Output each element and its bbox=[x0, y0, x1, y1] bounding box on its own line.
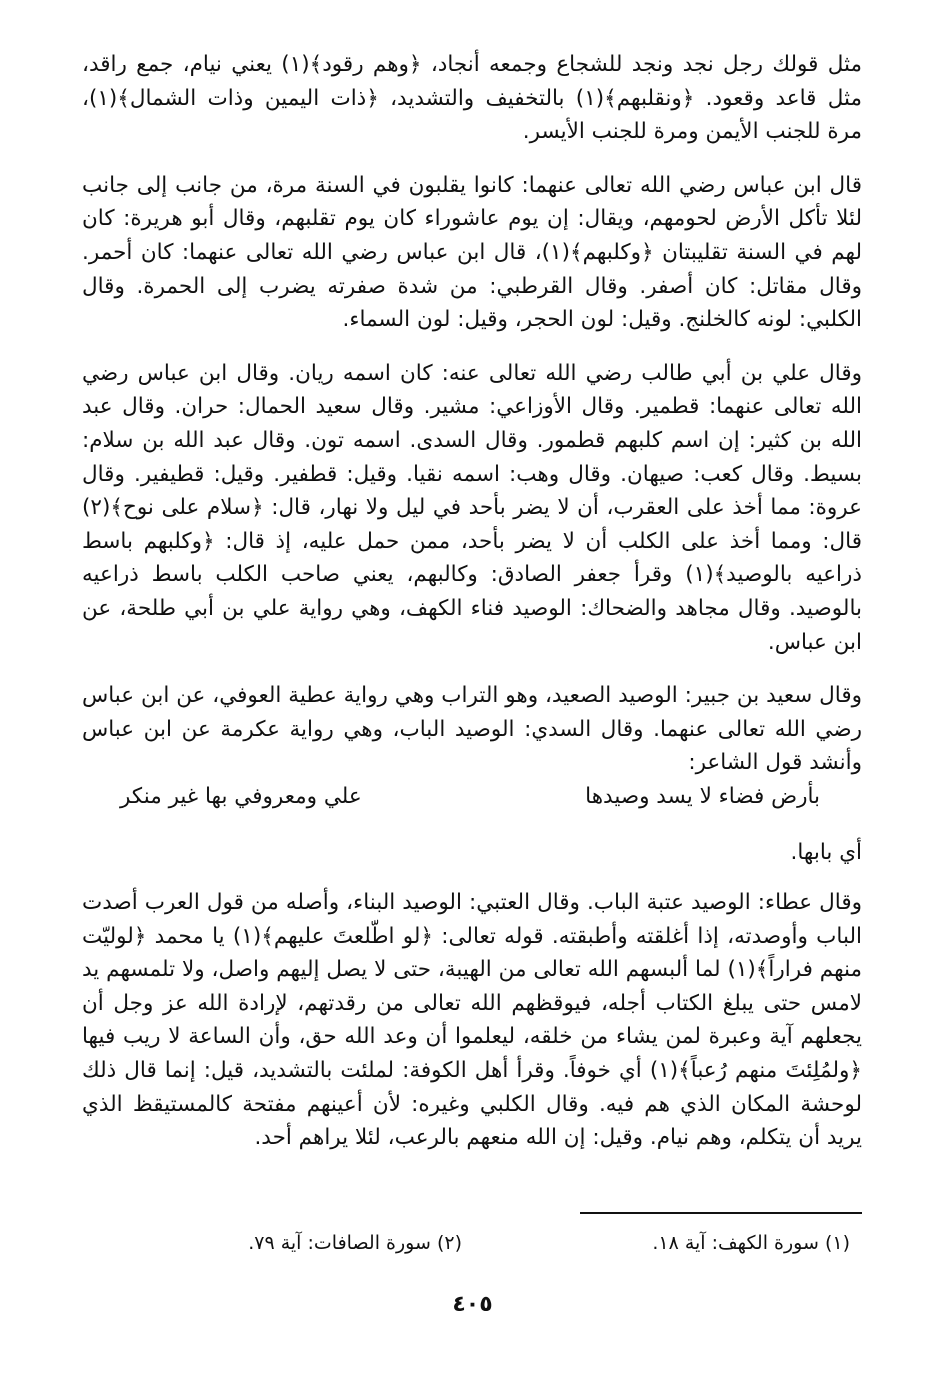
footnote-2: (٢) سورة الصافات: آية ٧٩. bbox=[248, 1232, 462, 1254]
page-number: ٤٠٥ bbox=[452, 1292, 493, 1317]
last-paragraph-block bbox=[82, 886, 862, 1155]
verse-second-hemistich: علي ومعروفي بها غير منكر bbox=[120, 784, 362, 809]
after-verse-text: أي بابها. bbox=[790, 840, 862, 865]
paragraph-1: مثل قولك رجل نجد ونجد للشجاع وجمعه أنجاد، ﴿وهم رقود﴾(١) يعني نيام، جمع راقد، مثل قاعد وقعود. ﴿ونقلبهم﴾(١) بالتخفيف والتشديد، ﴿ذات اليمين وذات الشمال﴾(١)، مرة للجنب الأيمن ومرة للجنب الأيسر. bbox=[82, 52, 862, 145]
verse-first-hemistich: بأرض فضاء لا يسد وصيدها bbox=[585, 784, 820, 809]
paragraph-4: وقال سعيد بن جبير: الوصيد الصعيد، وهو التراب وهي رواية عطية العوفي، عن ابن عباس رضي الله تعالى عنهما. وقال السدي: الوصيد الباب، وهي رواية عكرمة عن ابن عباس وأنشد قول الشاعر: bbox=[82, 683, 862, 776]
paragraph-2: قال ابن عباس رضي الله تعالى عنهما: كانوا يقلبون في السنة مرة، من جانب إلى جانب لئلا تأكل الأرض لحومهم، ويقال: إن يوم عاشوراء كان يوم تقلبهم، وقال أبو هريرة: كان لهم في السنة تقليبتان ﴿وكلبهم﴾(١)، قال ابن عباس رضي الله تعالى عنهما: كان أحمر. وقال مقاتل: كان أصفر. وقال القرطبي: من شدة صفرته يضرب إلى الحمرة. وقال الكلبي: لونه كالخلنج. وقيل: لون الحجر، وقيل: لون السماء. bbox=[82, 172, 862, 333]
footnotes bbox=[82, 1232, 862, 1262]
poem-verse bbox=[82, 784, 862, 824]
paragraph-5: وقال عطاء: الوصيد عتبة الباب. وقال العتبي: الوصيد البناء، وأصله من قول العرب أصدت الباب وأوصدته، إذا أغلقته وأطبقته. قوله تعالى: ﴿لو اطّلعتَ عليهم﴾(١) يا محمد ﴿لوليّت منهم فراراً﴾(١) لما ألبسهم الله تعالى من الهيبة، حتى لا يصل إليهم واصل، ولا تلمسهم يد لامس حتى يبلغ الكتاب أجله، فيوقظهم الله تعالى من رقدتهم، لإرادة الله عز وجل أن يجعلهم آية وعبرة لمن يشاء من خلقه، ليعلموا أن وعد الله حق، وأن الساعة لا ريب فيها ﴿ولمُلِئتَ منهم رُعباً﴾(١) أي خوفاً. وقرأ أهل الكوفة: لملئت بالتشديد، قيل: إنما قال ذلك لوحشة المكان الذي هم فيه. وقال الكلبي وغيره: لأن أعينهم مفتحة كالمستيقظ الذي يريد أن يتكلم، وهم نيام. وقيل: إن الله منعهم بالرعب، لئلا يراهم أحد. bbox=[82, 890, 862, 1151]
footnote-divider bbox=[580, 1212, 862, 1214]
after-verse-block bbox=[82, 836, 862, 870]
footnote-1: (١) سورة الكهف: آية ١٨. bbox=[652, 1232, 850, 1254]
main-text bbox=[82, 48, 862, 780]
paragraph-3: وقال علي بن أبي طالب رضي الله تعالى عنه: كان اسمه ريان. وقال ابن عباس رضي الله تعالى عنهما: قطمير. وقال الأوزاعي: مشير. وقال سعيد الحمال: حران. وقال عبد الله بن كثير: إن اسم كلبهم قطمور. وقال السدى. اسمه تون. وقال عبد الله بن سلام: بسيط. وقال كعب: صيهان. وقال وهب: اسمه نقيا. وقيل: قطفير. وقيل: قطيفير. وقال عروة: مما أخذ على العقرب، أن لا يضر بأحد في ليل ولا نهار، قال: ﴿سلام على نوح﴾(٢) قال: ومما أخذ على الكلب أن لا يضر بأحد، ممن حمل عليه، إذ قال: ﴿وكلبهم باسط ذراعيه بالوصيد﴾(١) وقرأ جعفر الصادق: وكالبهم، يعني صاحب الكلب باسط ذراعيه بالوصيد. وقال مجاهد والضحاك: الوصيد فناء الكهف، وهي رواية علي بن أبي طلحة، عن ابن عباس. bbox=[82, 360, 862, 655]
